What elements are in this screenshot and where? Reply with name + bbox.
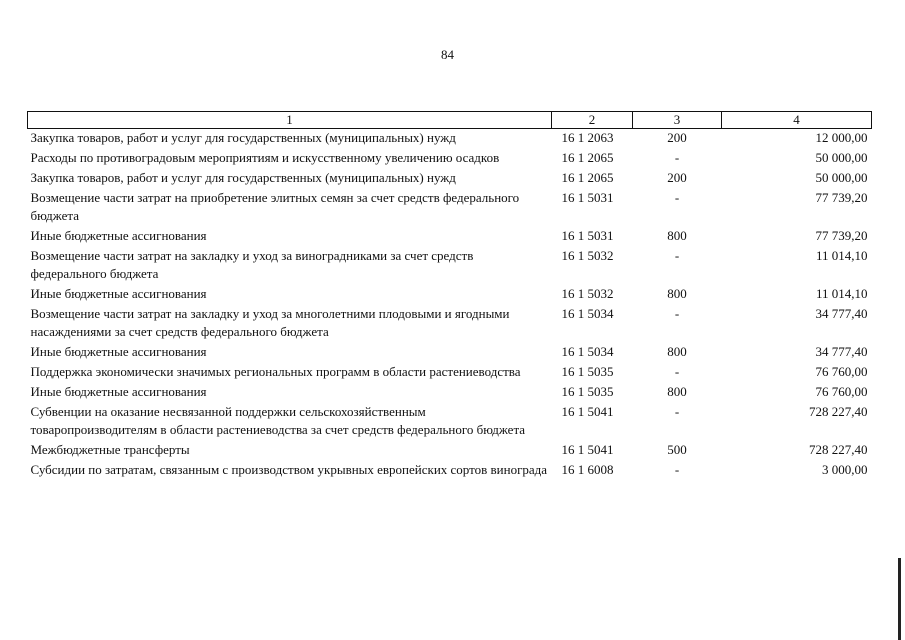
- column-header-4: 4: [722, 112, 872, 129]
- row-name-cell: Возмещение части затрат на приобретение элитных семян за счет средств федерального бюджета: [30, 190, 520, 223]
- row-name-cell: Иные бюджетные ассигнования: [30, 286, 207, 301]
- row-sum-cell: 11 014,10: [815, 286, 868, 301]
- table-row: [28, 441, 872, 461]
- row-type-cell: -: [674, 150, 680, 165]
- row-sum-cell: 728 227,40: [809, 404, 868, 419]
- row-code-cell: 16 1 5035: [561, 384, 614, 399]
- table-row: [28, 227, 872, 247]
- table-row: [28, 305, 872, 343]
- row-name-cell: Возмещение части затрат на закладку и уход за многолетними плодовыми и ягодными насаждениями за счет средств федерального бюджета: [30, 306, 510, 339]
- row-type-cell: -: [674, 190, 680, 205]
- table-row: [28, 383, 872, 403]
- row-sum-cell: 3 000,00: [822, 462, 868, 477]
- scan-edge-line: [898, 558, 901, 640]
- row-type-cell: 500: [667, 442, 687, 457]
- row-type-cell: -: [674, 248, 680, 263]
- row-name-cell: Закупка товаров, работ и услуг для государственных (муниципальных) нужд: [30, 170, 456, 185]
- row-sum-cell: 76 760,00: [815, 364, 868, 379]
- table-row: [28, 363, 872, 383]
- row-name-cell: Субсидии по затратам, связанным с производством укрывных европейских сортов винограда: [30, 462, 548, 477]
- row-type-cell: 200: [667, 170, 687, 185]
- row-type-cell: -: [674, 364, 680, 379]
- page-number: 84: [441, 47, 454, 62]
- table-row: [28, 343, 872, 363]
- row-code-cell: 16 1 2065: [561, 170, 614, 185]
- row-type-cell: 800: [667, 286, 687, 301]
- row-sum-cell: 50 000,00: [815, 150, 868, 165]
- row-sum-cell: 76 760,00: [815, 384, 868, 399]
- row-code-cell: 16 1 2063: [561, 130, 614, 145]
- row-name-cell: Расходы по противоградовым мероприятиям и искусственному увеличению осадков: [30, 150, 500, 165]
- row-name-cell: Иные бюджетные ассигнования: [30, 228, 207, 243]
- row-code-cell: 16 1 5031: [561, 228, 614, 243]
- budget-table: [27, 111, 872, 481]
- row-type-cell: 800: [667, 228, 687, 243]
- table-row: [28, 129, 872, 150]
- row-sum-cell: 34 777,40: [815, 344, 868, 359]
- row-code-cell: 16 1 5031: [561, 190, 614, 205]
- row-name-cell: Субвенции на оказание несвязанной поддержки сельскохозяйственным товаропроизводителям в области растениеводства за счет средств федерального бюджета: [30, 404, 526, 437]
- table-body: [28, 129, 872, 482]
- table-row: [28, 247, 872, 285]
- row-name-cell: Иные бюджетные ассигнования: [30, 384, 207, 399]
- row-code-cell: 16 1 6008: [561, 462, 614, 477]
- table-row: [28, 403, 872, 441]
- table-header-row: [28, 112, 872, 129]
- table-row: [28, 461, 872, 481]
- row-type-cell: -: [674, 404, 680, 419]
- row-name-cell: Возмещение части затрат на закладку и уход за виноградниками за счет средств федерального бюджета: [30, 248, 474, 281]
- column-header-1: 1: [28, 112, 552, 129]
- row-code-cell: 16 1 5041: [561, 442, 614, 457]
- row-type-cell: 800: [667, 344, 687, 359]
- row-sum-cell: 12 000,00: [815, 130, 868, 145]
- row-sum-cell: 77 739,20: [815, 228, 868, 243]
- row-type-cell: -: [674, 462, 680, 477]
- row-name-cell: Закупка товаров, работ и услуг для государственных (муниципальных) нужд: [30, 130, 456, 145]
- row-type-cell: 800: [667, 384, 687, 399]
- row-type-cell: 200: [667, 130, 687, 145]
- row-sum-cell: 11 014,10: [815, 248, 868, 263]
- row-code-cell: 16 1 5035: [561, 364, 614, 379]
- row-type-cell: -: [674, 306, 680, 321]
- row-code-cell: 16 1 5034: [561, 344, 614, 359]
- row-sum-cell: 50 000,00: [815, 170, 868, 185]
- row-code-cell: 16 1 5034: [561, 306, 614, 321]
- column-header-3: 3: [633, 112, 722, 129]
- row-code-cell: 16 1 2065: [561, 150, 614, 165]
- table-row: [28, 149, 872, 169]
- row-name-cell: Межбюджетные трансферты: [30, 442, 190, 457]
- row-code-cell: 16 1 5041: [561, 404, 614, 419]
- row-name-cell: Иные бюджетные ассигнования: [30, 344, 207, 359]
- column-header-2: 2: [552, 112, 633, 129]
- row-sum-cell: 34 777,40: [815, 306, 868, 321]
- row-name-cell: Поддержка экономически значимых региональных программ в области растениеводства: [30, 364, 521, 379]
- row-code-cell: 16 1 5032: [561, 248, 614, 263]
- table-row: [28, 189, 872, 227]
- row-sum-cell: 728 227,40: [809, 442, 868, 457]
- table-row: [28, 285, 872, 305]
- table-row: [28, 169, 872, 189]
- row-sum-cell: 77 739,20: [815, 190, 868, 205]
- row-code-cell: 16 1 5032: [561, 286, 614, 301]
